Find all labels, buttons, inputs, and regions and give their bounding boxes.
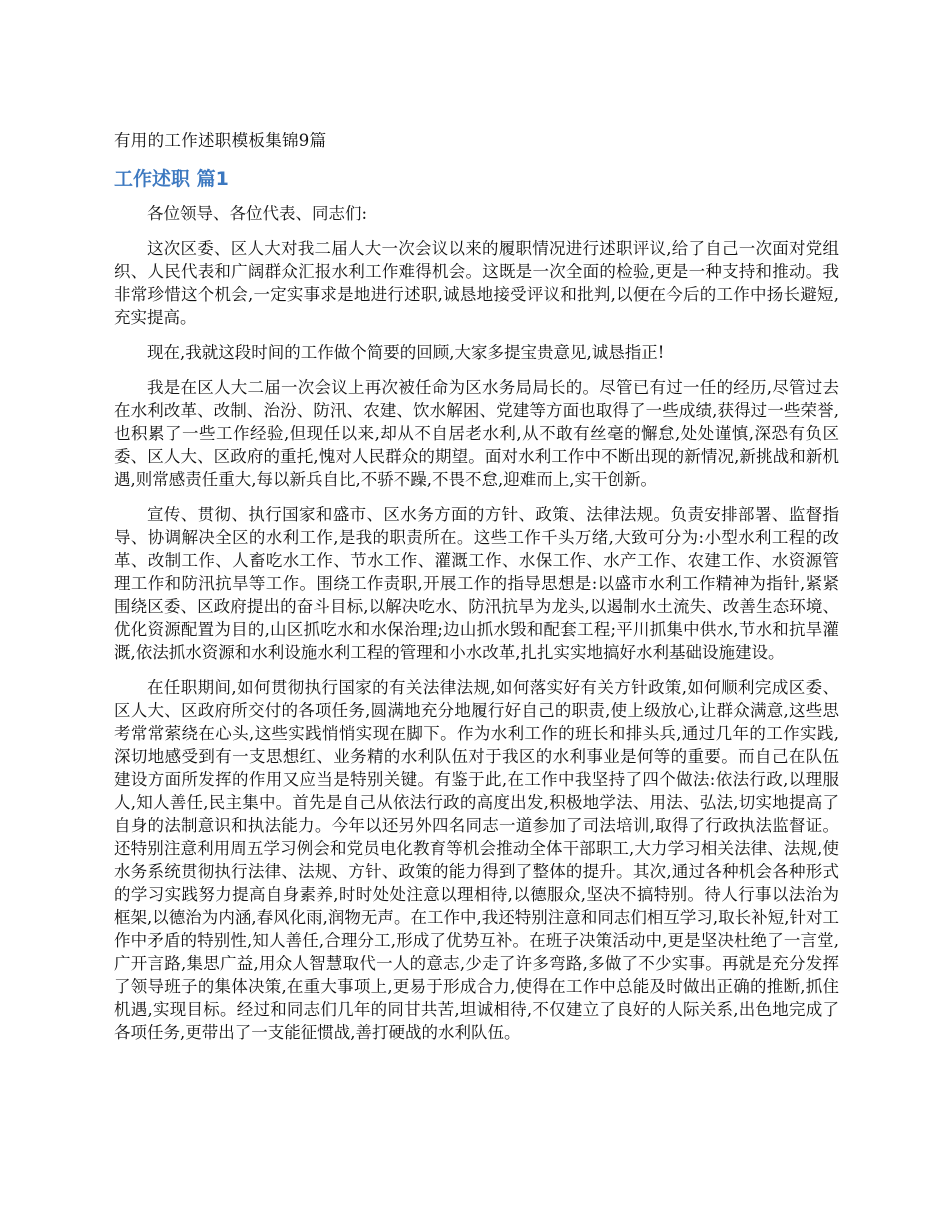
paragraph: 我是在区人大二届一次会议上再次被任命为区水务局局长的。尽管已有过一任的经历,尽管过去在水利改革、改制、治汾、防汛、农建、饮水解困、党建等方面也取得了一些成绩,获得过一些荣誉,也积累了一些工作经验,但现任以来,却从不自居老水利,从不敢有丝毫的懈怠,处处谨慎,深恐有负区委、区人大、区政府的重托,愧对人民群众的期望。面对水利工作中不断出现的新情况,新挑战和新机遇,则常感责任重大,每以新兵自比,不骄不躁,不畏不怠,迎难而上,实干创新。 (114, 378, 839, 489)
paragraph-salutation: 各位领导、各位代表、同志们: (147, 204, 368, 223)
paragraph: 现在,我就这段时间的工作做个简要的回顾,大家多提宝贵意见,诚恳指正! (147, 343, 665, 362)
paragraph: 在任职期间,如何贯彻执行国家的有关法律法规,如何落实好有关方针政策,如何顺利完成区委、区人大、区政府所交付的各项任务,圆满地充分地履行好自己的职责,使上级放心,让群众满意,这些思考常常萦绕在心头,这些实践悄悄实现在脚下。作为水利工作的班长和排头兵,通过几年的工作实践,深切地感受到有一支思想红、业务精的水利队伍对于我区的水利事业是何等的重要。而自己在队伍建设方面所发挥的作用又应当是特别关键。有鉴于此,在工作中我坚持了四个做法:依法行政,以理服人,知人善任,民主集中。首先是自己从依法行政的高度出发,积极地学法、用法、弘法,切实地提高了自身的法制意识和执法能力。今年以还另外四名同志一道参加了司法培训,取得了行政执法监督证。还特别注意利用周五学习例会和党员电化教育等机会推动全体干部职工,大力学习相关法律、法规,使水务系统贯彻执行法律、法规、方针、政策的能力得到了整体的提升。其次,通过各种机会各种形式的学习实践努力提高自身素养,时时处处注意以理相待,以德服众,坚决不搞特别。待人行事以法治为框架,以德治为内涵,春风化雨,润物无声。在工作中,我还特别注意和同志们相互学习,取长补短,针对工作中矛盾的特别性,知人善任,合理分工,形成了优势互补。在班子决策活动中,更是坚决杜绝了一言堂,广开言路,集思广益,用众人智慧取代一人的意志,少走了许多弯路,多做了不少实事。再就是充分发挥了领导班子的集体决策,在重大事项上,更易于形成合力,使得在工作中总能及时做出正确的推断,抓住机遇,实现目标。经过和同志们几年的同甘共苦,坦诚相待,不仅建立了良好的人际关系,出色地完成了各项任务,更带出了一支能征惯战,善打硬战的水利队伍。 (114, 678, 839, 1042)
paragraph: 宣传、贯彻、执行国家和盛市、区水务方面的方针、政策、法律法规。负责安排部署、监督指导、协调解决全区的水利工作,是我的职责所在。这些工作千头万绪,大致可分为:小型水利工程的改革、改制工作、人畜吃水工作、节水工作、灌溉工作、水保工作、水产工作、农建工作、水资源管理工作和防汛抗旱等工作。围绕工作责职,开展工作的指导思想是:以盛市水利工作精神为指针,紧紧围绕区委、区政府提出的奋斗目标,以解决吃水、防汛抗旱为龙头,以遏制水土流失、改善生态环境、优化资源配置为目的,山区抓吃水和水保治理;边山抓水毁和配套工程;平川抓集中供水,节水和抗旱灌溉,依法抓水资源和水利设施水利工程的管理和小水改革,扎扎实实地搞好水利基础设施建设。 (114, 505, 839, 662)
document-body (114, 202, 839, 1056)
section-heading: 工作述职 篇1 (114, 168, 229, 190)
document-title: 有用的工作述职模板集锦9篇 (114, 131, 327, 150)
paragraph: 这次区委、区人大对我二届人大一次会议以来的履职情况进行述职评议,给了自己一次面对党组织、人民代表和广阔群众汇报水利工作难得机会。这既是一次全面的检验,更是一种支持和推动。我非常珍惜这个机会,一定实事求是地进行述职,诚恳地接受评议和批判,以便在今后的工作中扬长避短,充实提高。 (114, 239, 839, 327)
